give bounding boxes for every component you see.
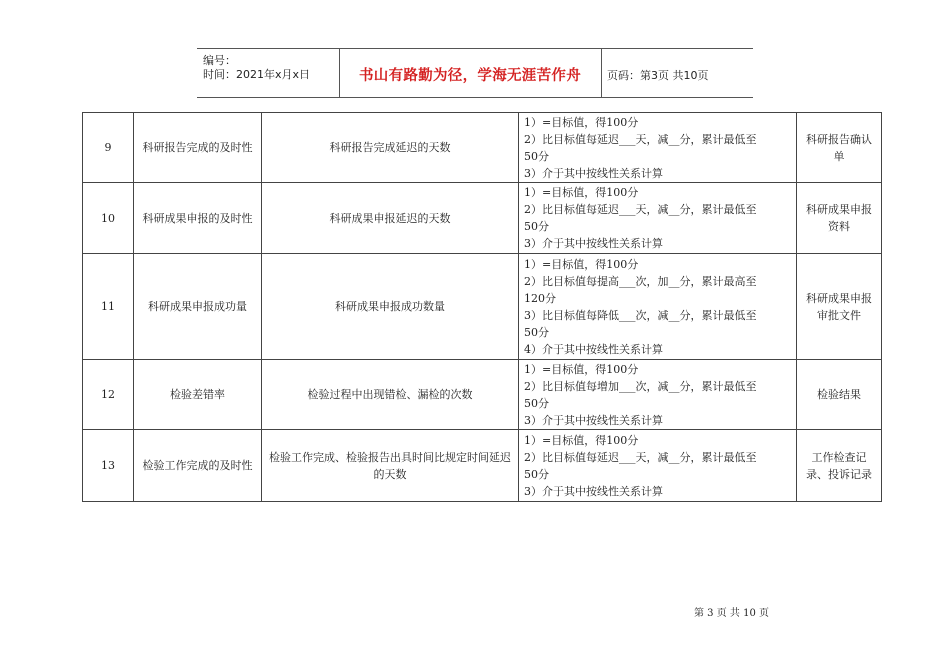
scoring-rule-line: 4）介于其中按线性关系计算	[524, 342, 663, 356]
indicator-definition: 科研报告完成延迟的天数	[262, 113, 519, 183]
scoring-rule-line: 50分	[524, 149, 549, 163]
scoring-rule-line: 2）比目标值每延迟___天，减__分，累计最低至	[524, 203, 757, 216]
header-meta-cell	[197, 49, 340, 97]
scoring-rule-line: 1）=目标值，得100分	[524, 257, 639, 271]
scoring-rule-line: 1）=目标值，得100分	[524, 115, 639, 129]
indicator-definition: 检验工作完成、检验报告出具时间比规定时间延迟的天数	[262, 430, 519, 502]
scoring-rule-line: 2）比目标值每延迟___天，减__分，累计最低至	[524, 450, 757, 464]
scoring-rule-line: 1）=目标值，得100分	[524, 186, 639, 199]
row-number: 13	[83, 430, 134, 502]
table-row	[83, 430, 882, 502]
scoring-rule-line: 3）介于其中按线性关系计算	[524, 413, 663, 427]
page-number-label: 页码：第3页 共10页	[607, 69, 709, 82]
indicator-definition: 科研成果申报延迟的天数	[262, 183, 519, 254]
indicator-definition: 检验过程中出现错检、漏检的次数	[262, 360, 519, 430]
scoring-rule-line: 3）介于其中按线性关系计算	[524, 484, 663, 498]
scoring-rule-line: 2）比目标值每延迟___天，减__分，累计最低至	[524, 132, 757, 146]
kpi-table-body	[83, 113, 882, 502]
scoring-rule-line: 1）=目标值，得100分	[524, 433, 639, 447]
scoring-rules	[519, 430, 797, 502]
kpi-table	[82, 112, 882, 502]
table-row	[83, 113, 882, 183]
scoring-rule-line: 2）比目标值每提高___次，加__分，累计最高至	[524, 274, 757, 288]
time-label: 时间：2021年x月x日	[203, 68, 311, 81]
scoring-rule-line: 120分	[524, 291, 556, 305]
data-source: 工作检查记录、投诉记录	[797, 430, 882, 502]
indicator-name: 检验差错率	[134, 360, 262, 430]
scoring-rule-line: 50分	[524, 467, 549, 481]
indicator-name: 检验工作完成的及时性	[134, 430, 262, 502]
data-source: 科研成果申报资料	[797, 183, 882, 254]
data-source: 检验结果	[797, 360, 882, 430]
code-label: 编号：	[203, 54, 236, 67]
indicator-name: 科研成果申报的及时性	[134, 183, 262, 254]
row-number: 11	[83, 254, 134, 360]
scoring-rule-line: 2）比目标值每增加___次，减__分，累计最低至	[524, 379, 757, 393]
scoring-rule-line: 3）介于其中按线性关系计算	[524, 166, 663, 180]
data-source: 科研成果申报审批文件	[797, 254, 882, 360]
scoring-rule-line: 3）介于其中按线性关系计算	[524, 237, 663, 250]
scoring-rules	[519, 360, 797, 430]
table-row	[83, 360, 882, 430]
row-number: 12	[83, 360, 134, 430]
indicator-name: 科研成果申报成功量	[134, 254, 262, 360]
indicator-definition: 科研成果申报成功数量	[262, 254, 519, 360]
indicator-name: 科研报告完成的及时性	[134, 113, 262, 183]
scoring-rule-line: 50分	[524, 325, 549, 339]
scoring-rule-line: 50分	[524, 220, 549, 233]
motto-text: 书山有路勤为径，学海无涯苦作舟	[359, 68, 581, 84]
scoring-rules	[519, 254, 797, 360]
header-motto-cell	[339, 49, 602, 97]
scoring-rules	[519, 113, 797, 183]
page-footer: 第 3 页 共 10 页	[694, 608, 769, 619]
scoring-rule-line: 3）比目标值每降低___次，减__分，累计最低至	[524, 308, 757, 322]
data-source: 科研报告确认单	[797, 113, 882, 183]
scoring-rule-line: 1）=目标值，得100分	[524, 362, 639, 376]
page-header	[197, 48, 753, 98]
scoring-rule-line: 50分	[524, 396, 549, 410]
table-row	[83, 183, 882, 254]
scoring-rules	[519, 183, 797, 254]
row-number: 10	[83, 183, 134, 254]
table-row	[83, 254, 882, 360]
header-page-cell	[601, 49, 753, 97]
row-number: 9	[83, 113, 134, 183]
